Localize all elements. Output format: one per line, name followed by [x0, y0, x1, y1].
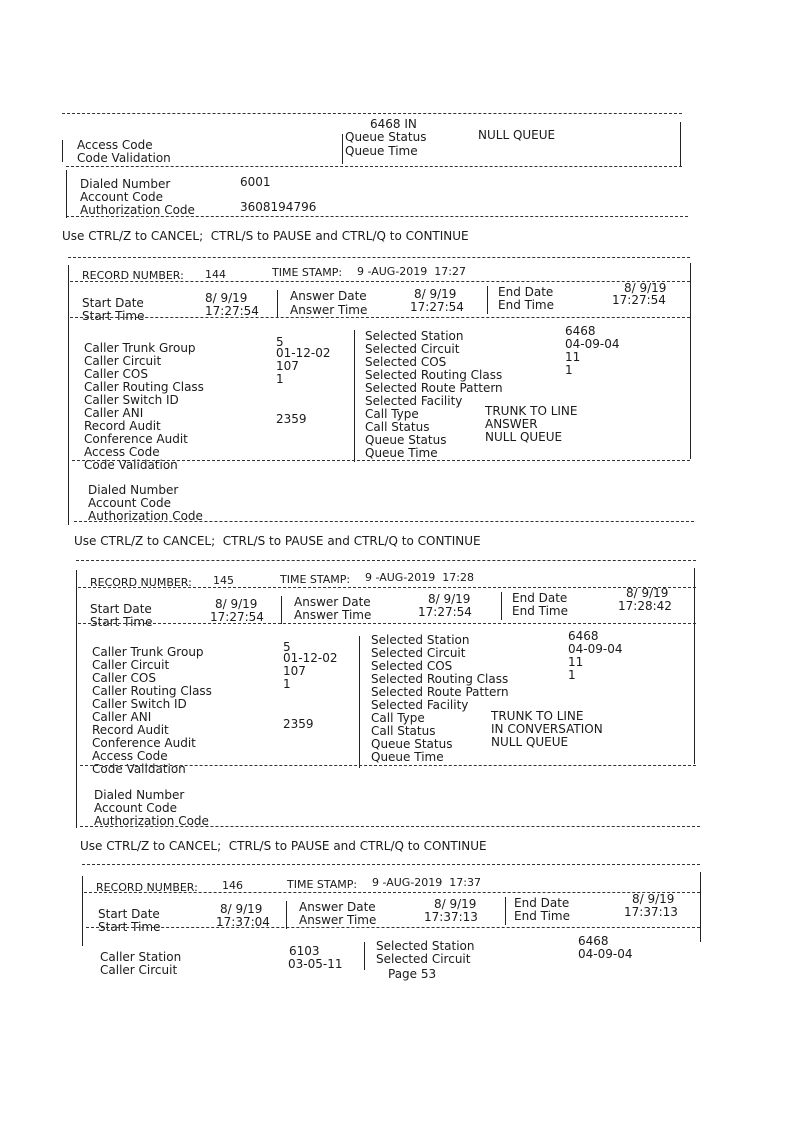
column-divider — [277, 290, 278, 318]
selected-facility-label: Selected Facility — [365, 394, 463, 408]
time-stamp: 9 -AUG-2019 17:37 — [372, 876, 481, 889]
authorization-code-label: Authorization Code — [94, 814, 209, 828]
call-status-fragment: 6468 IN — [370, 117, 417, 131]
end-date-label: End Date — [514, 896, 570, 910]
selected-station-label: Selected Station — [365, 329, 464, 343]
record-number: 146 — [222, 879, 243, 892]
answer-time: 17:27:54 — [418, 605, 472, 619]
caller-cos: 107 — [283, 664, 306, 678]
dialed-number-value: 6001 — [240, 175, 271, 189]
caller-trunk-group: 5 — [283, 640, 291, 654]
selected-facility-label: Selected Facility — [371, 698, 469, 712]
divider — [74, 521, 694, 522]
caller-switch-id-label: Caller Switch ID — [92, 697, 187, 711]
selected-station: 6468 — [568, 629, 599, 643]
dialed-number-label: Dialed Number — [88, 483, 179, 497]
record-number-label: RECORD NUMBER: — [82, 269, 184, 282]
divider — [70, 317, 690, 318]
caller-switch-id-label: Caller Switch ID — [84, 393, 179, 407]
answer-date-label: Answer Date — [299, 900, 376, 914]
selected-cos: 11 — [568, 655, 584, 669]
divider — [86, 927, 700, 928]
end-time-label: End Time — [498, 298, 554, 312]
selected-cos-label: Selected COS — [365, 355, 447, 369]
caller-circuit: 01-12-02 — [276, 346, 331, 360]
divider — [66, 216, 688, 217]
start-time: 17:37:04 — [216, 915, 270, 929]
border — [700, 872, 701, 942]
queue-time-label: Queue Time — [371, 750, 444, 764]
call-type-label: Call Type — [371, 711, 425, 725]
answer-time-label: Answer Time — [290, 303, 368, 317]
selected-route-pattern-label: Selected Route Pattern — [371, 685, 509, 699]
caller-station-label: Caller Station — [100, 950, 182, 964]
selected-circuit-label: Selected Circuit — [376, 952, 471, 966]
column-divider — [505, 897, 506, 925]
start-time: 17:27:54 — [205, 304, 259, 318]
end-date: 8/ 9/19 — [626, 586, 669, 600]
call-status-label: Call Status — [365, 420, 430, 434]
divider — [80, 826, 700, 827]
start-date: 8/ 9/19 — [205, 291, 248, 305]
call-status: IN CONVERSATION — [491, 722, 603, 736]
end-time-label: End Time — [512, 604, 568, 618]
start-date: 8/ 9/19 — [220, 902, 263, 916]
end-date: 8/ 9/19 — [632, 892, 675, 906]
answer-time: 17:37:13 — [424, 910, 478, 924]
record-audit-label: Record Audit — [92, 723, 169, 737]
continue-prompt: Use CTRL/Z to CANCEL; CTRL/S to PAUSE and CTRL/Q to CONTINUE — [80, 839, 487, 853]
continue-prompt: Use CTRL/Z to CANCEL; CTRL/S to PAUSE and CTRL/Q to CONTINUE — [74, 534, 481, 548]
page-number: Page 53 — [388, 967, 437, 981]
end-time-label: End Time — [514, 909, 570, 923]
call-type-label: Call Type — [365, 407, 419, 421]
time-stamp: 9 -AUG-2019 17:28 — [365, 571, 474, 584]
queue-time-label: Queue Time — [365, 446, 438, 460]
authorization-code-value: 3608194796 — [240, 200, 317, 214]
selected-cos: 11 — [565, 350, 581, 364]
divider — [78, 623, 696, 624]
column-divider — [342, 134, 343, 164]
code-validation-label: Code Validation — [84, 458, 178, 472]
start-date-label: Start Date — [98, 907, 160, 921]
account-code-label: Account Code — [88, 496, 171, 510]
selected-station: 6468 — [565, 324, 596, 338]
caller-trunk-group-label: Caller Trunk Group — [84, 341, 196, 355]
queue-time-label: Queue Time — [345, 144, 418, 158]
answer-date-label: Answer Date — [294, 595, 371, 609]
column-divider — [281, 596, 282, 624]
caller-circuit-label: Caller Circuit — [100, 963, 178, 977]
conference-audit-label: Conference Audit — [92, 736, 196, 750]
access-code-label: Access Code — [77, 138, 153, 152]
caller-circuit: 03-05-11 — [288, 957, 343, 971]
caller-cos-label: Caller COS — [84, 367, 148, 381]
call-type: TRUNK TO LINE — [485, 404, 578, 418]
start-date-label: Start Date — [90, 602, 152, 616]
divider — [82, 864, 700, 865]
border — [76, 570, 77, 828]
selected-routing-class: 1 — [565, 363, 573, 377]
border — [68, 265, 69, 525]
column-divider — [286, 901, 287, 929]
account-code-label: Account Code — [94, 801, 177, 815]
start-date: 8/ 9/19 — [215, 597, 258, 611]
caller-routing-class: 1 — [276, 372, 284, 386]
authorization-code-label: Authorization Code — [80, 203, 195, 217]
divider — [84, 892, 700, 893]
caller-circuit: 01-12-02 — [283, 651, 338, 665]
selected-circuit: 04-09-04 — [578, 947, 633, 961]
record-number: 145 — [213, 574, 234, 587]
column-divider — [354, 330, 355, 462]
answer-date: 8/ 9/19 — [434, 897, 477, 911]
record-audit: 2359 — [276, 412, 307, 426]
dialed-number-label: Dialed Number — [94, 788, 185, 802]
caller-circuit-label: Caller Circuit — [84, 354, 162, 368]
end-date: 8/ 9/19 — [624, 281, 667, 295]
conference-audit-label: Conference Audit — [84, 432, 188, 446]
column-divider — [487, 286, 488, 314]
queue-status-value: NULL QUEUE — [478, 128, 556, 142]
selected-station-label: Selected Station — [376, 939, 475, 953]
call-status: ANSWER — [485, 417, 538, 431]
answer-time: 17:27:54 — [410, 300, 464, 314]
selected-circuit: 04-09-04 — [565, 337, 620, 351]
code-validation-label: Code Validation — [92, 762, 186, 776]
answer-date: 8/ 9/19 — [414, 287, 457, 301]
time-stamp: 9 -AUG-2019 17:27 — [357, 265, 466, 278]
end-date-label: End Date — [498, 285, 554, 299]
time-stamp-label: TIME STAMP: — [287, 878, 358, 891]
border — [690, 263, 691, 459]
record-audit: 2359 — [283, 717, 314, 731]
caller-ani-label: Caller ANI — [84, 406, 144, 420]
record-audit-label: Record Audit — [84, 419, 161, 433]
start-time-label: Start Time — [82, 309, 145, 323]
answer-time-label: Answer Time — [299, 913, 377, 927]
access-code-label: Access Code — [84, 445, 160, 459]
column-divider — [364, 942, 365, 970]
border — [82, 876, 83, 946]
caller-cos: 107 — [276, 359, 299, 373]
access-code-label: Access Code — [92, 749, 168, 763]
record-number-label: RECORD NUMBER: — [96, 881, 198, 894]
start-date-label: Start Date — [82, 296, 144, 310]
answer-time-label: Answer Time — [294, 608, 372, 622]
border — [694, 568, 695, 764]
selected-circuit: 04-09-04 — [568, 642, 623, 656]
selected-station: 6468 — [578, 934, 609, 948]
end-time: 17:27:54 — [612, 293, 666, 307]
caller-routing-class-label: Caller Routing Class — [92, 684, 212, 698]
end-date-label: End Date — [512, 591, 568, 605]
selected-routing-class: 1 — [568, 668, 576, 682]
selected-circuit-label: Selected Circuit — [371, 646, 466, 660]
caller-routing-class: 1 — [283, 677, 291, 691]
caller-trunk-group: 5 — [276, 335, 284, 349]
queue-status-label: Queue Status — [365, 433, 447, 447]
code-validation-label: Code Validation — [77, 151, 171, 165]
divider — [62, 113, 682, 114]
caller-station: 6103 — [289, 944, 320, 958]
start-time-label: Start Time — [98, 920, 161, 934]
answer-date-label: Answer Date — [290, 289, 367, 303]
border — [680, 122, 681, 166]
authorization-code-label: Authorization Code — [88, 509, 203, 523]
divider — [72, 460, 690, 461]
caller-circuit-label: Caller Circuit — [92, 658, 170, 672]
caller-trunk-group-label: Caller Trunk Group — [92, 645, 204, 659]
account-code-label: Account Code — [80, 190, 163, 204]
selected-route-pattern-label: Selected Route Pattern — [365, 381, 503, 395]
continue-prompt: Use CTRL/Z to CANCEL; CTRL/S to PAUSE and CTRL/Q to CONTINUE — [62, 229, 469, 243]
record-number-label: RECORD NUMBER: — [90, 576, 192, 589]
caller-routing-class-label: Caller Routing Class — [84, 380, 204, 394]
queue-status-label: Queue Status — [371, 737, 453, 751]
start-time: 17:27:54 — [210, 610, 264, 624]
column-divider — [501, 592, 502, 620]
caller-cos-label: Caller COS — [92, 671, 156, 685]
selected-cos-label: Selected COS — [371, 659, 453, 673]
column-divider — [359, 636, 360, 768]
divider — [68, 257, 690, 258]
end-time: 17:37:13 — [624, 905, 678, 919]
divider — [78, 587, 696, 588]
dialed-number-label: Dialed Number — [80, 177, 171, 191]
time-stamp-label: TIME STAMP: — [272, 266, 343, 279]
answer-date: 8/ 9/19 — [428, 592, 471, 606]
time-stamp-label: TIME STAMP: — [280, 573, 351, 586]
selected-circuit-label: Selected Circuit — [365, 342, 460, 356]
selected-station-label: Selected Station — [371, 633, 470, 647]
border — [62, 140, 63, 162]
selected-routing-class-label: Selected Routing Class — [365, 368, 503, 382]
caller-ani-label: Caller ANI — [92, 710, 152, 724]
divider — [76, 560, 696, 561]
selected-routing-class-label: Selected Routing Class — [371, 672, 509, 686]
divider — [70, 281, 690, 282]
border — [66, 170, 67, 218]
divider — [80, 765, 696, 766]
queue-status: NULL QUEUE — [485, 430, 563, 444]
call-type: TRUNK TO LINE — [491, 709, 584, 723]
queue-status: NULL QUEUE — [491, 735, 569, 749]
divider — [66, 166, 682, 167]
end-time: 17:28:42 — [618, 599, 672, 613]
queue-status-label: Queue Status — [345, 130, 427, 144]
call-status-label: Call Status — [371, 724, 436, 738]
record-number: 144 — [205, 268, 226, 281]
start-time-label: Start Time — [90, 615, 153, 629]
